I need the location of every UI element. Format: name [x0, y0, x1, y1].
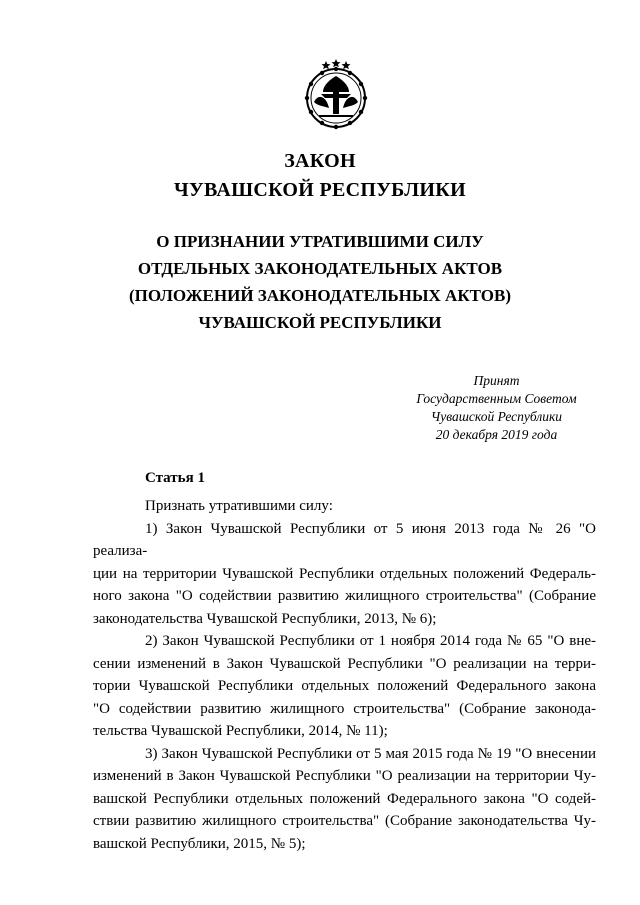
adoption-line: Чувашской Республики	[430, 409, 563, 424]
subject-line: ЧУВАШСКОЙ РЕСПУБЛИКИ	[198, 313, 442, 332]
adoption-line: 20 декабря 2019 года	[435, 427, 558, 442]
text-line: ции на территории Чувашской Республики отдельных положений Федераль-	[93, 565, 596, 582]
adoption-note	[400, 372, 593, 444]
text-line: тории Чувашской Республики отдельных положений Федерального закона	[93, 678, 596, 694]
text-line: 3) Закон Чувашской Республики от 5 мая 2015 года № 19 "О внесении	[145, 745, 596, 762]
text-line: ного закона "О содействии развитию жилищного строительства" (Собрание	[93, 588, 596, 604]
text-line: "О содействии развитию жилищного строительства" (Собрание законода-	[93, 700, 596, 717]
list-item	[93, 630, 596, 743]
law-label: ЗАКОН	[284, 150, 356, 172]
adoption-line: Принят	[473, 373, 520, 388]
text-line: законодательства Чувашской Республики, 2013, № 6);	[93, 610, 437, 627]
chuvash-emblem-icon	[301, 58, 371, 130]
text-line: тельства Чувашской Республики, 2014, № 11);	[93, 723, 388, 739]
article-title: Статья 1	[145, 470, 205, 486]
text-line: вашской Республики, 2015, № 5);	[93, 835, 306, 852]
adoption-line: Государственным Советом	[416, 391, 577, 406]
republic-name: ЧУВАШСКОЙ РЕСПУБЛИКИ	[174, 179, 466, 201]
text-line: 2) Закон Чувашской Республики от 1 ноября 2014 года № 65 "О вне-	[145, 633, 596, 649]
list-item	[93, 743, 596, 856]
text-line: ствии развитию жилищного строительства" (Собрание законодательства Чу-	[93, 813, 596, 829]
subject-line: (ПОЛОЖЕНИЙ ЗАКОНОДАТЕЛЬНЫХ АКТОВ)	[129, 286, 511, 305]
article-intro: Признать утратившими силу:	[145, 498, 333, 514]
article-body	[93, 495, 596, 855]
text-line: изменений в Закон Чувашской Республики "О реализации на территории Чу-	[93, 768, 596, 784]
subject-line: О ПРИЗНАНИИ УТРАТИВШИМИ СИЛУ	[156, 232, 484, 251]
subject-line: ОТДЕЛЬНЫХ ЗАКОНОДАТЕЛЬНЫХ АКТОВ	[137, 259, 503, 278]
text-line: вашской Республики отдельных положений Федерального закона "О содей-	[93, 790, 596, 807]
text-line: сении изменений в Закон Чувашской Республики "О реализации на терри-	[93, 655, 596, 672]
law-subject	[0, 228, 640, 336]
text-line: 1) Закон Чувашской Республики от 5 июня 2013 года № 26 "О реализа-	[93, 520, 596, 559]
list-item	[93, 518, 596, 631]
